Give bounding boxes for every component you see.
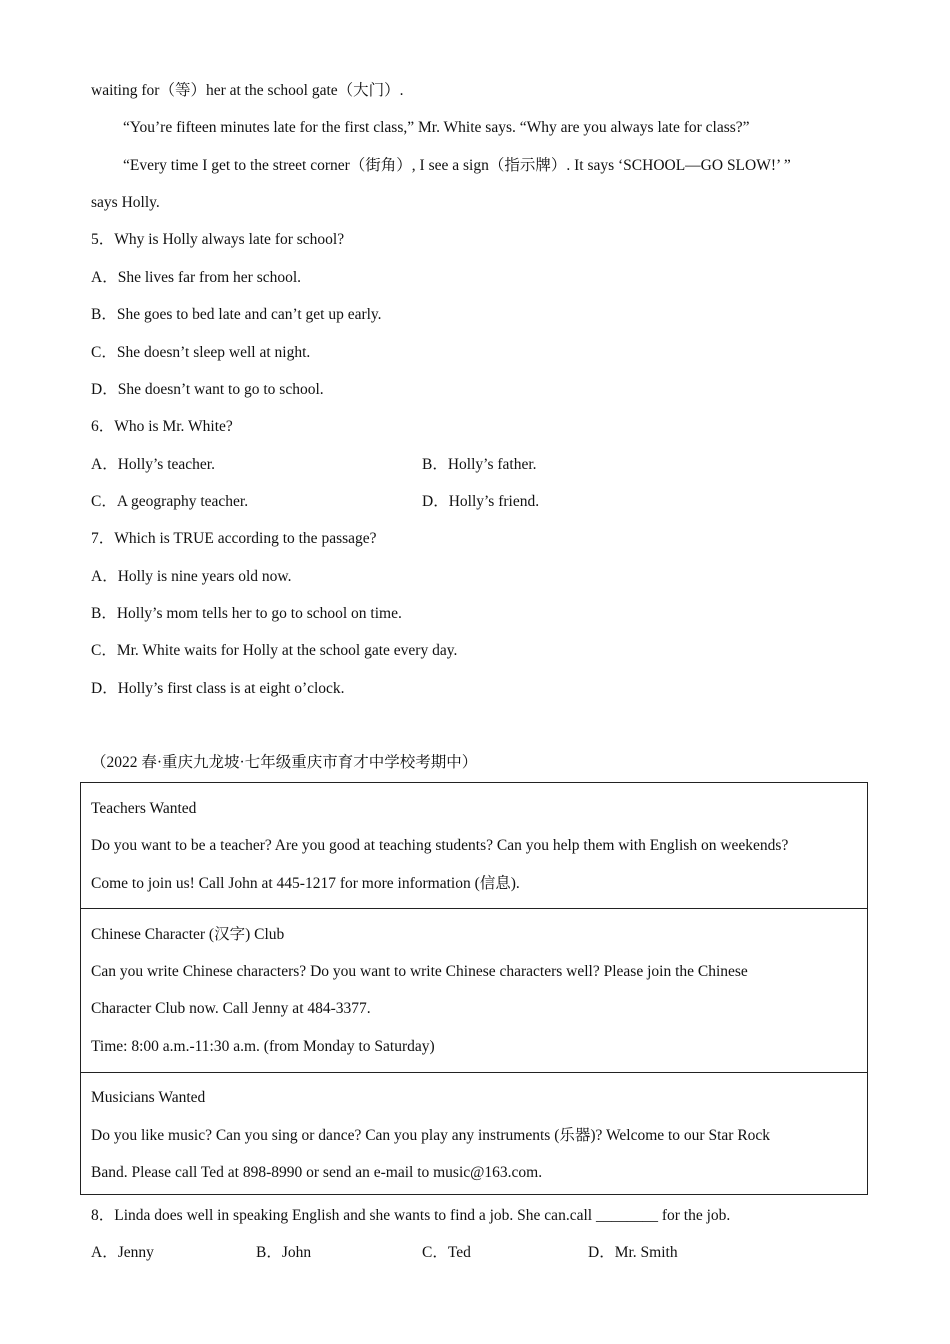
question-5-option-c[interactable]: C．She doesn’t sleep well at night. bbox=[91, 344, 311, 361]
question-5-option-d[interactable]: D．She doesn’t want to go to school. bbox=[91, 381, 324, 398]
question-5-stem: 5．Why is Holly always late for school? bbox=[91, 231, 345, 248]
question-5-option-b[interactable]: B．She goes to bed late and can’t get up early. bbox=[91, 306, 382, 323]
passage-line: “You’re fifteen minutes late for the first class,” Mr. White says. “Why are you always late for class?” bbox=[123, 119, 750, 136]
question-6-option-d[interactable]: D．Holly’s friend. bbox=[422, 493, 540, 510]
question-8-option-a[interactable]: A．Jenny bbox=[91, 1244, 154, 1261]
question-7-option-b[interactable]: B．Holly’s mom tells her to go to school on time. bbox=[91, 605, 402, 622]
question-7-option-d[interactable]: D．Holly’s first class is at eight o’clock. bbox=[91, 680, 345, 697]
ad-title: Musicians Wanted bbox=[91, 1089, 206, 1106]
question-7-stem: 7．Which is TRUE according to the passage? bbox=[91, 530, 377, 547]
question-6-option-c[interactable]: C．A geography teacher. bbox=[91, 493, 249, 510]
ad-musicians-wanted bbox=[81, 1073, 867, 1195]
question-8-option-c[interactable]: C．Ted bbox=[422, 1244, 471, 1261]
question-8-option-b[interactable]: B．John bbox=[256, 1244, 312, 1261]
passage-line: waiting for（等）her at the school gate（大门）. bbox=[91, 82, 404, 99]
ad-line: Band. Please call Ted at 898-8990 or send an e-mail to music@163.com. bbox=[91, 1164, 543, 1181]
question-7-option-c[interactable]: C．Mr. White waits for Holly at the school gate every day. bbox=[91, 642, 458, 659]
ad-line: Time: 8:00 a.m.-11:30 a.m. (from Monday to Saturday) bbox=[91, 1038, 435, 1055]
passage-line: “Every time I get to the street corner（街角）, I see a sign（指示牌）. It says ‘SCHOOL—GO SLOW!’ ” bbox=[123, 157, 791, 174]
ad-line: Do you want to be a teacher? Are you good at teaching students? Can you help them with English on weekends? bbox=[91, 837, 789, 854]
ads-table bbox=[80, 782, 868, 1195]
source-citation: （2022 春·重庆九龙坡·七年级重庆市育才中学校考期中） bbox=[91, 754, 478, 771]
ad-title: Teachers Wanted bbox=[91, 800, 197, 817]
ad-line: Can you write Chinese characters? Do you want to write Chinese characters well? Please join the Chinese bbox=[91, 963, 748, 980]
question-6-stem: 6．Who is Mr. White? bbox=[91, 418, 233, 435]
ad-teachers-wanted bbox=[81, 783, 867, 909]
ad-chinese-character-club bbox=[81, 909, 867, 1073]
question-6-option-a[interactable]: A．Holly’s teacher. bbox=[91, 456, 215, 473]
ad-line: Come to join us! Call John at 445-1217 for more information (信息). bbox=[91, 875, 520, 892]
question-8-stem: 8．Linda does well in speaking English and she wants to find a job. She can.call ________ for the job. bbox=[91, 1207, 731, 1224]
ad-line: Character Club now. Call Jenny at 484-3377. bbox=[91, 1000, 371, 1017]
passage-line: says Holly. bbox=[91, 194, 160, 211]
ad-title: Chinese Character (汉字) Club bbox=[91, 926, 285, 943]
question-5-option-a[interactable]: A．She lives far from her school. bbox=[91, 269, 302, 286]
question-8-option-d[interactable]: D．Mr. Smith bbox=[588, 1244, 678, 1261]
question-7-option-a[interactable]: A．Holly is nine years old now. bbox=[91, 568, 292, 585]
ad-line: Do you like music? Can you sing or dance? Can you play any instruments (乐器)? Welcome to our Star Rock bbox=[91, 1127, 771, 1144]
question-6-option-b[interactable]: B．Holly’s father. bbox=[422, 456, 537, 473]
